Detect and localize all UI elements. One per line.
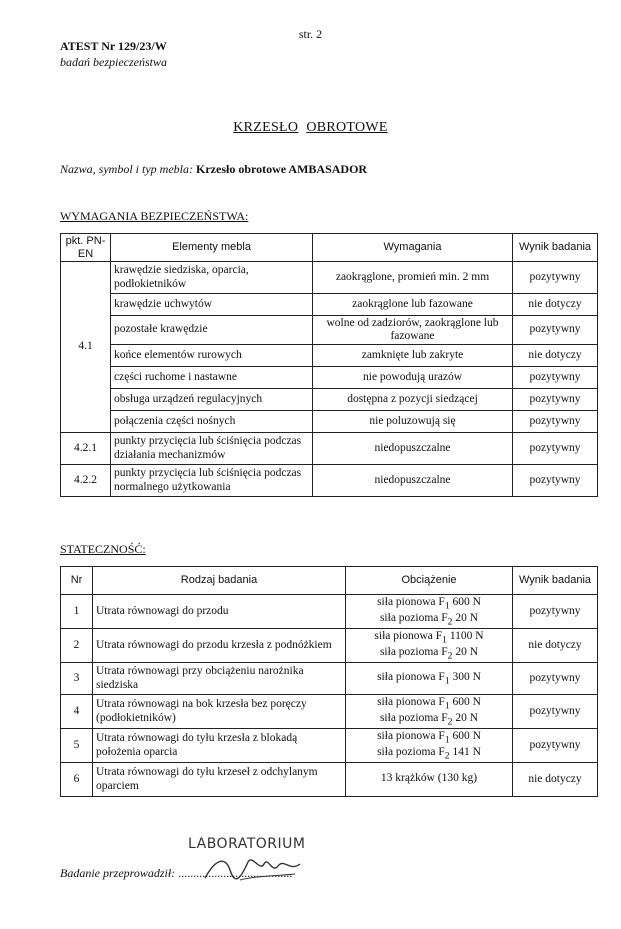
result-cell: pozytywny [513,433,598,465]
requirement-cell: zaokrąglone lub fazowane [313,294,513,316]
load-subscript: 1 [444,675,450,687]
laboratory-stamp: LABORATORIUM [188,836,306,852]
table-row [61,663,598,695]
load-text: 13 krążków (130 kg) [380,771,478,784]
item-value: Krzesło obrotowe AMBASADOR [196,162,368,176]
load-value: 1100 N [446,630,484,643]
header-test: Rodzaj badania [93,567,346,595]
load-text: siła pionowa F [377,696,445,709]
result-cell: pozytywny [513,367,598,389]
safety-requirements-table [60,233,598,497]
clause-cell: 4.2.2 [61,465,111,497]
load-cell [346,695,513,729]
result-cell: nie dotyczy [513,345,598,367]
requirement-cell: wolne od zadziorów, zaokrąglone lub fazowane [313,316,513,345]
result-cell: pozytywny [513,663,598,695]
load-text: siła pionowa F [374,630,443,643]
result-cell: pozytywny [513,465,598,497]
load-text: siła pozioma F [379,611,448,624]
element-cell: krawędzie uchwytów [111,294,313,316]
load-text: siła pionowa F [377,730,445,743]
title-part-2: OBROTOWE [306,120,388,135]
header-result: Wynik badania [513,567,598,595]
load-text: siła pozioma F [379,711,448,724]
test-cell: Utrata równowagi do przodu krzesła z podnóżkiem [93,629,346,663]
load-value: 600 N [449,730,481,743]
load-line-1 [377,596,481,612]
load-subscript: 1 [444,600,450,612]
test-cell: Utrata równowagi do tyłu krzeseł z odchylanym oparciem [93,763,346,797]
element-cell: punkty przycięcia lub ściśnięcia podczas normalnego użytkowania [111,465,313,497]
requirement-cell: zamknięte lub zakryte [313,345,513,367]
table-row [61,262,598,294]
nr-cell: 5 [61,729,93,763]
nr-cell: 2 [61,629,93,663]
load-subscript: 2 [447,615,453,627]
load-line-2 [379,711,479,727]
nr-cell: 3 [61,663,93,695]
load-cell [346,663,513,695]
element-cell: końce elementów rurowych [111,345,313,367]
load-value: 20 N [452,611,479,624]
element-cell: punkty przycięcia lub ściśnięcia podczas działania mechanizmów [111,433,313,465]
table-row [61,595,598,629]
item-label: Nazwa, symbol i typ mebla: [60,162,193,176]
load-subscript: 1 [442,634,447,646]
load-line-1 [374,630,484,646]
table-row [61,465,598,497]
load-subscript: 2 [447,649,453,661]
header-element: Elementy mebla [111,234,313,262]
element-cell: pozostałe krawędzie [111,316,313,345]
attest-subtitle: badań bezpieczeństwa [60,55,167,69]
result-cell: pozytywny [513,316,598,345]
table-row [61,294,598,316]
table-row [61,433,598,465]
signature-area [60,836,360,886]
document-title [0,120,621,136]
nr-cell: 4 [61,695,93,729]
table-row [61,729,598,763]
performed-by-label: Badanie przeprowadził: [60,866,179,880]
result-cell: nie dotyczy [513,629,598,663]
test-cell: Utrata równowagi przy obciążeniu narożnika siedziska [93,663,346,695]
requirement-cell: niedopuszczalne [313,433,513,465]
attest-number: ATEST Nr 129/23/W [60,39,167,53]
table-row [61,345,598,367]
requirement-cell: nie poluzowują się [313,411,513,433]
load-subscript: 1 [444,700,450,712]
result-cell: pozytywny [513,262,598,294]
element-cell: połączenia części nośnych [111,411,313,433]
element-cell: części ruchome i nastawne [111,367,313,389]
requirement-cell: nie powodują urazów [313,367,513,389]
result-cell: pozytywny [513,411,598,433]
load-line-1 [377,670,481,687]
load-cell [346,629,513,663]
nr-cell: 6 [61,763,93,797]
load-text: siła pionowa F [377,670,445,683]
nr-cell: 1 [61,595,93,629]
header-nr: Nr [61,567,93,595]
load-text: siła pozioma F [377,745,445,758]
table-row [61,411,598,433]
load-text: siła pionowa F [377,596,445,609]
stability-section-title: STATECZNOŚĆ: [60,542,146,556]
load-text: siła pozioma F [379,645,448,658]
load-value: 600 N [449,596,481,609]
element-cell: obsługa urządzeń regulacyjnych [111,389,313,411]
load-line-1 [377,730,481,746]
handwritten-signature [200,850,320,884]
test-cell: Utrata równowagi na bok krzesła bez poręczy (podłokietników) [93,695,346,729]
load-cell [346,595,513,629]
result-cell: pozytywny [513,595,598,629]
signature-dots: ...................................... [178,866,293,880]
table-row [61,389,598,411]
result-cell: nie dotyczy [513,763,598,797]
title-part-1: KRZESŁO [233,120,299,135]
result-cell: pozytywny [513,729,598,763]
load-subscript: 1 [444,734,450,746]
stability-table [60,566,598,797]
requirement-cell: dostępna z pozycji siedzącej [313,389,513,411]
header-result: Wynik badania [513,234,598,262]
test-cell: Utrata równowagi do przodu [93,595,346,629]
table-row [61,695,598,729]
requirement-cell: zaokrąglone, promień min. 2 mm [313,262,513,294]
result-cell: nie dotyczy [513,294,598,316]
load-line-1 [381,772,477,784]
clause-cell: 4.2.1 [61,433,111,465]
result-cell: pozytywny [513,695,598,729]
result-cell: pozytywny [513,389,598,411]
load-line-2 [377,745,481,761]
test-cell: Utrata równowagi do tyłu krzesła z blokadą położenia oparcia [93,729,346,763]
table-row [61,316,598,345]
load-cell [346,763,513,797]
load-value: 20 N [452,711,479,724]
clause-cell: 4.1 [61,262,111,433]
table-row [61,629,598,663]
header-clause: pkt. PN-EN [61,234,111,262]
header-requirement: Wymagania [313,234,513,262]
load-value: 20 N [452,645,479,658]
table-row [61,367,598,389]
requirement-cell: niedopuszczalne [313,465,513,497]
element-cell: krawędzie siedziska, oparcia, podłokietników [111,262,313,294]
load-subscript: 2 [447,715,453,727]
load-line-2 [379,645,479,661]
table-row [61,763,598,797]
load-line-1 [377,696,481,712]
load-subscript: 2 [444,749,450,761]
item-name-line [60,162,367,177]
load-line-2 [379,611,479,627]
page-number: str. 2 [298,27,323,41]
safety-section-title: WYMAGANIA BEZPIECZEŃSTWA: [60,209,249,223]
load-value: 300 N [449,670,481,683]
load-cell [346,729,513,763]
load-value: 600 N [449,696,481,709]
header-load: Obciążenie [346,567,513,595]
load-value: 141 N [449,745,481,758]
